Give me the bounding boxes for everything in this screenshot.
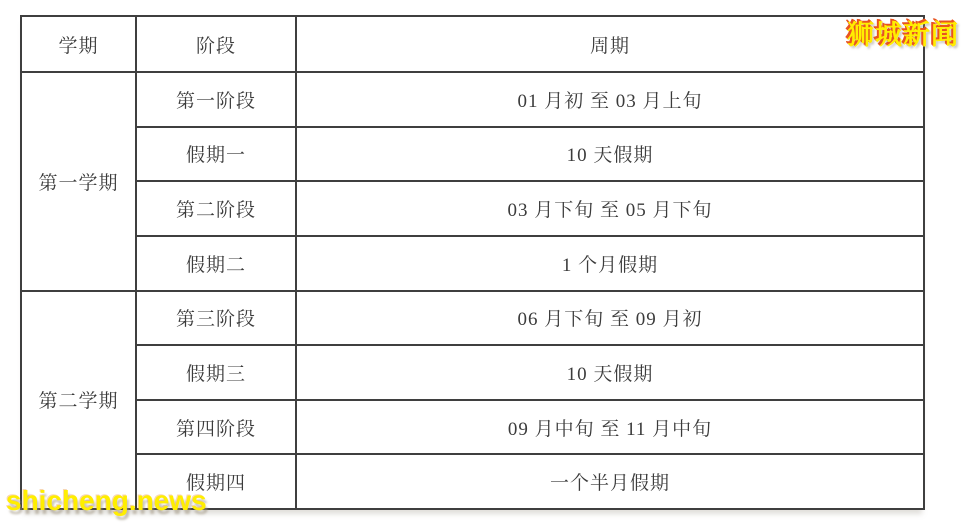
stage-cell: 第二阶段 — [136, 181, 296, 236]
stage-cell: 第三阶段 — [136, 291, 296, 346]
period-cell: 10 天假期 — [296, 127, 924, 182]
stage-cell: 第四阶段 — [136, 400, 296, 455]
watermark-shicheng-news-url: shicheng.news — [6, 485, 207, 516]
period-cell: 06 月下旬 至 09 月初 — [296, 291, 924, 346]
period-cell: 一个半月假期 — [296, 454, 924, 509]
semester-cell-second: 第二学期 — [21, 291, 136, 510]
stage-cell: 第一阶段 — [136, 72, 296, 127]
table-row — [21, 400, 924, 455]
table-row — [21, 181, 924, 236]
table-row — [21, 72, 924, 127]
table-row — [21, 291, 924, 346]
period-cell: 03 月下旬 至 05 月下旬 — [296, 181, 924, 236]
stage-cell: 假期一 — [136, 127, 296, 182]
stage-cell: 假期二 — [136, 236, 296, 291]
column-header-semester: 学期 — [21, 16, 136, 72]
period-cell: 10 天假期 — [296, 345, 924, 400]
header-row — [21, 16, 924, 72]
table-row — [21, 236, 924, 291]
stage-cell: 假期三 — [136, 345, 296, 400]
column-header-period: 周期 — [296, 16, 924, 72]
semester-cell-first: 第一学期 — [21, 72, 136, 291]
table-row — [21, 345, 924, 400]
period-cell: 09 月中旬 至 11 月中旬 — [296, 400, 924, 455]
stage-cell: 假期四 — [136, 454, 296, 509]
semester-schedule-table — [20, 15, 925, 510]
watermark-shicheng-news-logo: 狮城新闻 — [847, 20, 959, 50]
column-header-stage: 阶段 — [136, 16, 296, 72]
period-cell: 1 个月假期 — [296, 236, 924, 291]
table-row — [21, 127, 924, 182]
period-cell: 01 月初 至 03 月上旬 — [296, 72, 924, 127]
